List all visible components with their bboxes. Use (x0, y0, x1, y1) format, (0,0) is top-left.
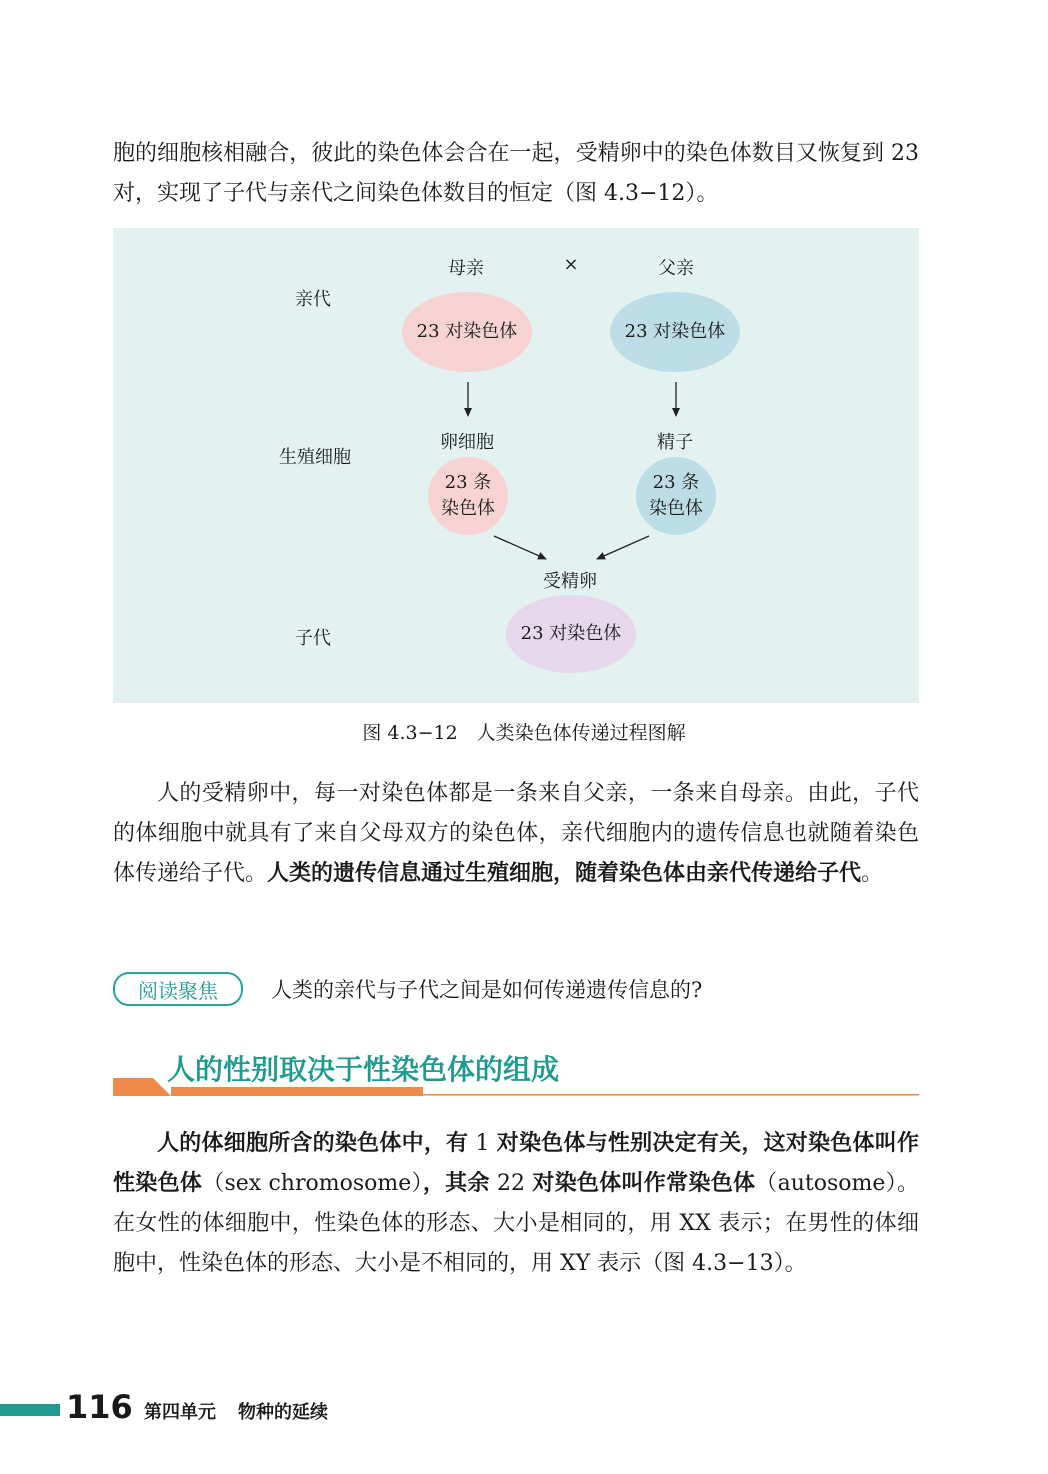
father-cell: 23 对染色体 (610, 292, 740, 372)
mother-cell: 23 对染色体 (402, 292, 532, 372)
page-number: 116 (66, 1388, 133, 1426)
sperm-cell-line1: 23 条 (652, 472, 700, 493)
father-label: 父亲 (658, 258, 694, 279)
zygote-cell: 23 对染色体 (506, 595, 636, 673)
figure-caption: 图 4.3−12 人类染色体传递过程图解 (362, 722, 686, 744)
chromosome-transmission-figure (113, 228, 919, 703)
sperm-cell-line2: 染色体 (649, 498, 703, 519)
footer-running-title (144, 1398, 350, 1424)
mother-label: 母亲 (448, 258, 484, 279)
germ-cell-generation-label: 生殖细胞 (279, 447, 351, 468)
paragraph-3-bold-3: ，其余 (422, 1171, 490, 1196)
paragraph-3-num-2: 22 (489, 1171, 533, 1196)
reading-focus-question: 人类的亲代与子代之间是如何传递遗传信息的? (271, 978, 703, 1002)
parent-generation-label: 亲代 (295, 289, 331, 310)
paragraph-3-term-1: （sex chromosome） (202, 1171, 423, 1196)
reading-focus-badge: 阅读聚焦 (113, 972, 243, 1006)
footer-bar (0, 1404, 60, 1416)
section-title: 人的性别取决于性染色体的组成 (167, 1053, 560, 1086)
paragraph-1: 胞的细胞核相融合，彼此的染色体会合在一起，受精卵中的染色体数目又恢复到 23 对，实现了子代与亲代之间染色体数目的恒定（图 4.3−12）。 (113, 141, 919, 206)
paragraph-3-bold-4: 对染色体叫作常染色体 (532, 1171, 756, 1196)
paragraph-3-bold-2: 对染色体与性别决定有关，这对染色体叫作性染色体 (113, 1131, 919, 1196)
footer-unit: 第四单元 (144, 1402, 216, 1423)
paragraph-2 (113, 774, 919, 894)
paragraph-3-bold-1: 人的体细胞所含的染色体中，有 (157, 1131, 469, 1156)
sperm-label: 精子 (657, 432, 693, 453)
paragraph-2-text: 人的受精卵中，每一对染色体都是一条来自父亲，一条来自母亲。由此，子代的体细胞中就具有了来自父母双方的染色体，亲代细胞内的遗传信息也就随着染色体传递给子代。 (113, 781, 919, 886)
egg-label: 卵细胞 (440, 432, 494, 453)
paragraph-2-end: 。 (861, 861, 884, 886)
arrow-egg-to-zygote (494, 536, 546, 559)
cross-symbol: × (563, 254, 579, 275)
offspring-generation-label: 子代 (295, 628, 331, 649)
paragraph-3-num-1: 1 (468, 1131, 497, 1156)
zygote-label: 受精卵 (543, 571, 597, 592)
egg-cell-line2: 染色体 (441, 498, 495, 519)
section-header (113, 1048, 919, 1100)
arrow-sperm-to-zygote (597, 536, 649, 559)
paragraph-2-bold: 人类的遗传信息通过生殖细胞，随着染色体由亲代传递给子代 (267, 861, 862, 886)
arrows (113, 228, 919, 703)
paragraph-3-text: （autosome）。在女性的体细胞中，性染色体的形态、大小是相同的，用 XX 表示；在男性的体细胞中，性染色体的形态、大小是不相同的，用 XY 表示（图 4.3−13）。 (113, 1171, 919, 1276)
egg-cell-line1: 23 条 (444, 472, 492, 493)
paragraph-3 (113, 1124, 919, 1284)
footer-title: 物种的延续 (238, 1402, 328, 1423)
